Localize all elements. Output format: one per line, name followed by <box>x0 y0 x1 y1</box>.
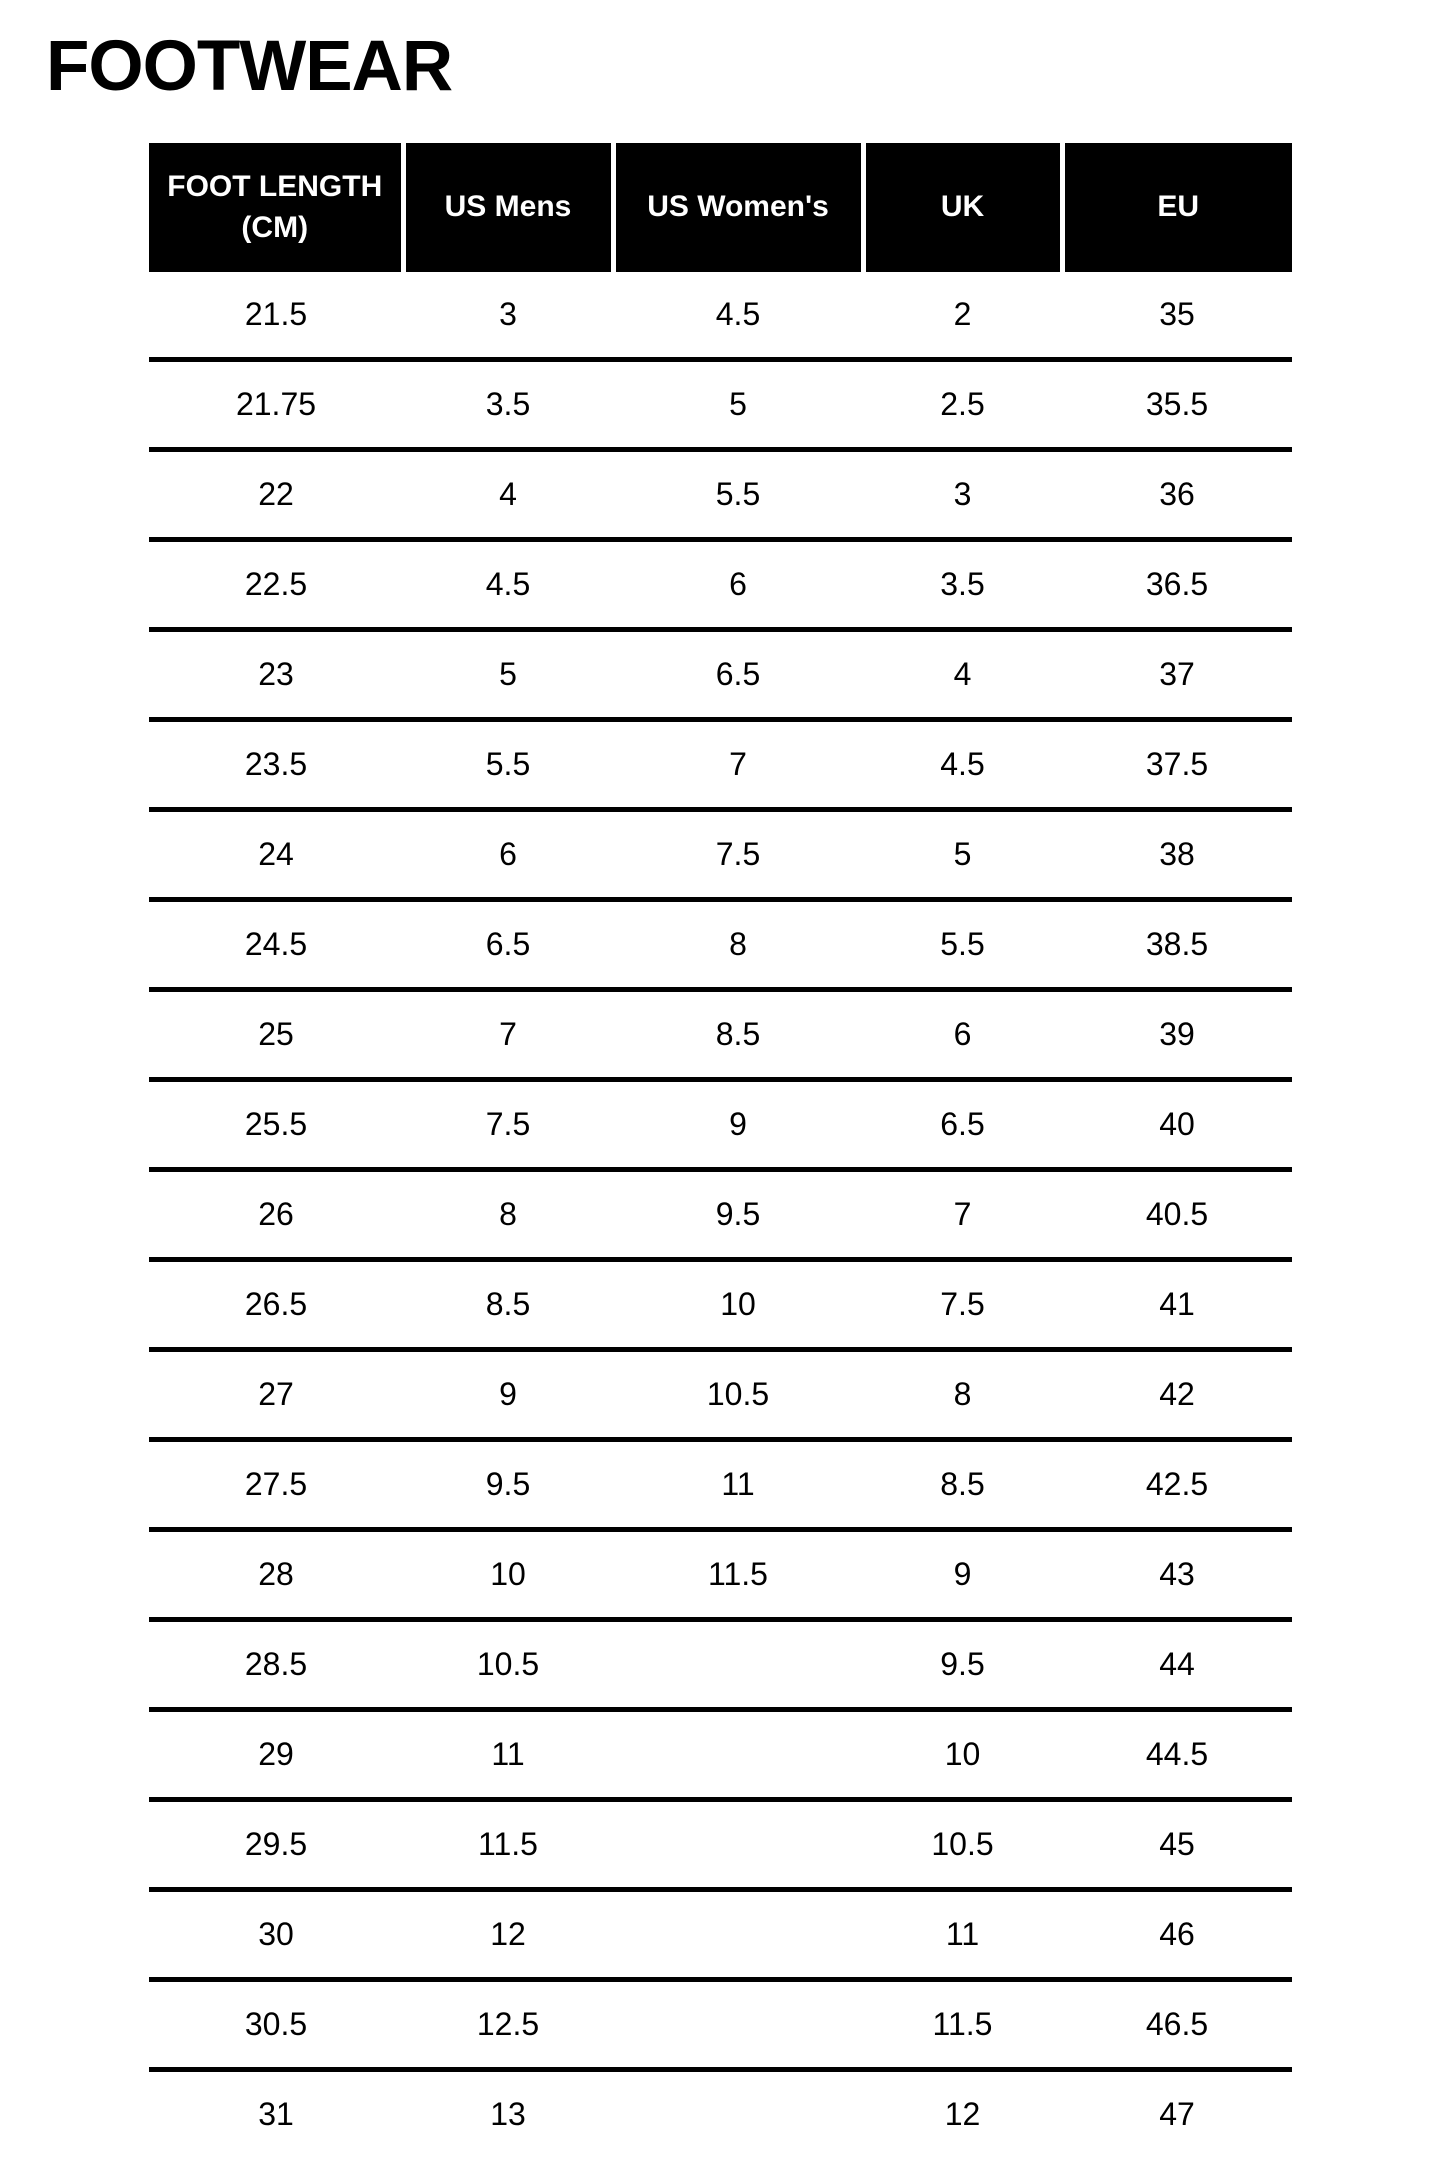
table-cell: 12 <box>403 1890 613 1980</box>
table-cell: 29.5 <box>149 1800 403 1890</box>
table-row <box>149 1440 1292 1530</box>
size-chart-table <box>149 143 1292 2157</box>
table-row <box>149 1620 1292 1710</box>
table-cell: 36.5 <box>1062 540 1292 630</box>
table-cell: 5.5 <box>403 720 613 810</box>
table-cell: 8.5 <box>613 990 863 1080</box>
table-cell: 6 <box>863 990 1062 1080</box>
table-cell: 23.5 <box>149 720 403 810</box>
table-cell: 6.5 <box>863 1080 1062 1170</box>
table-cell: 28.5 <box>149 1620 403 1710</box>
table-cell: 27 <box>149 1350 403 1440</box>
table-row <box>149 540 1292 630</box>
table-row <box>149 900 1292 990</box>
table-cell: 11.5 <box>863 1980 1062 2070</box>
table-cell: 36 <box>1062 450 1292 540</box>
table-cell: 10 <box>613 1260 863 1350</box>
table-cell: 5 <box>613 360 863 450</box>
page-title: FOOTWEAR <box>46 27 453 106</box>
table-cell: 12 <box>863 2070 1062 2158</box>
table-row <box>149 1980 1292 2070</box>
table-cell: 4 <box>403 450 613 540</box>
table-cell: 9 <box>403 1350 613 1440</box>
table-cell: 43 <box>1062 1530 1292 1620</box>
table-cell: 10 <box>403 1530 613 1620</box>
table-cell: 39 <box>1062 990 1292 1080</box>
table-cell: 22 <box>149 450 403 540</box>
table-row <box>149 1530 1292 1620</box>
table-cell: 13 <box>403 2070 613 2158</box>
table-cell: 9 <box>613 1080 863 1170</box>
table-cell: 26.5 <box>149 1260 403 1350</box>
table-cell: 11 <box>613 1440 863 1530</box>
table-cell: 9 <box>863 1530 1062 1620</box>
table-cell: 46.5 <box>1062 1980 1292 2070</box>
table-cell: 2 <box>953 296 972 332</box>
table-cell: 42 <box>1062 1350 1292 1440</box>
column-header: FOOT LENGTH (CM) <box>149 143 403 272</box>
table-cell: 5 <box>863 810 1062 900</box>
table-cell: 8 <box>403 1170 613 1260</box>
table-row <box>149 1080 1292 1170</box>
table-row <box>149 1890 1292 1980</box>
table-cell: 38.5 <box>1062 900 1292 990</box>
table-cell: 11.5 <box>403 1800 613 1890</box>
column-header: US Women's <box>613 143 863 272</box>
table-cell: 40 <box>1062 1080 1292 1170</box>
table-cell <box>613 1620 863 1710</box>
table-cell: 9.5 <box>863 1620 1062 1710</box>
table-cell: 35.5 <box>1062 360 1292 450</box>
table-cell: 4.5 <box>715 296 761 332</box>
table-cell: 40.5 <box>1062 1170 1292 1260</box>
column-header: UK <box>863 143 1062 272</box>
table-cell: 25.5 <box>149 1080 403 1170</box>
table-row <box>149 990 1292 1080</box>
table-cell: 46 <box>1062 1890 1292 1980</box>
table-cell: 6.5 <box>613 630 863 720</box>
table-cell: 5.5 <box>863 900 1062 990</box>
table-cell: 10.5 <box>613 1350 863 1440</box>
table-cell: 10.5 <box>863 1800 1062 1890</box>
table-row <box>149 450 1292 540</box>
table-cell: 25 <box>149 990 403 1080</box>
table-cell: 12.5 <box>403 1980 613 2070</box>
table-row <box>149 1260 1292 1350</box>
table-cell: 47 <box>1062 2070 1292 2158</box>
table-cell: 7 <box>613 720 863 810</box>
table-cell: 6.5 <box>403 900 613 990</box>
table-cell: 30.5 <box>149 1980 403 2070</box>
table-row <box>149 630 1292 720</box>
table-cell: 6 <box>613 540 863 630</box>
table-cell: 21.75 <box>149 360 403 450</box>
table-cell: 7 <box>863 1170 1062 1260</box>
table-row <box>149 1710 1292 1800</box>
table-cell <box>613 2070 863 2158</box>
column-header: EU <box>1062 143 1292 272</box>
table-cell: 11 <box>403 1710 613 1800</box>
table-cell: 41 <box>1062 1260 1292 1350</box>
table-cell <box>613 1980 863 2070</box>
table-header-row <box>149 143 1292 272</box>
table-cell: 5.5 <box>613 450 863 540</box>
table-cell: 28 <box>149 1530 403 1620</box>
table-cell: 38 <box>1062 810 1292 900</box>
table-cell: 42.5 <box>1062 1440 1292 1530</box>
table-cell: 6 <box>403 810 613 900</box>
table-cell: 8.5 <box>863 1440 1062 1530</box>
table-cell: 35 <box>1159 296 1195 332</box>
table-cell: 44.5 <box>1062 1710 1292 1800</box>
table-row <box>149 1800 1292 1890</box>
table-cell: 24.5 <box>149 900 403 990</box>
table-cell <box>613 1710 863 1800</box>
table-cell: 7.5 <box>403 1080 613 1170</box>
table-row <box>149 720 1292 810</box>
table-cell: 8 <box>613 900 863 990</box>
table-row <box>149 272 1292 360</box>
table-cell: 45 <box>1062 1800 1292 1890</box>
table-row <box>149 810 1292 900</box>
table-cell: 9.5 <box>613 1170 863 1260</box>
table-cell: 22.5 <box>149 540 403 630</box>
table-row <box>149 360 1292 450</box>
table-cell: 7 <box>403 990 613 1080</box>
table-body <box>149 272 1292 2157</box>
table-cell: 9.5 <box>403 1440 613 1530</box>
table-cell: 11 <box>863 1890 1062 1980</box>
table-cell: 30 <box>149 1890 403 1980</box>
table-cell: 3 <box>863 450 1062 540</box>
table-cell: 37 <box>1062 630 1292 720</box>
table-row <box>149 1350 1292 1440</box>
table-row <box>149 2070 1292 2158</box>
table-cell: 4 <box>863 630 1062 720</box>
table-cell: 3.5 <box>863 540 1062 630</box>
table-cell: 3.5 <box>403 360 613 450</box>
table-cell: 27.5 <box>149 1440 403 1530</box>
table-cell: 4.5 <box>403 540 613 630</box>
table-cell: 23 <box>149 630 403 720</box>
table-cell: 29 <box>149 1710 403 1800</box>
table-cell: 44 <box>1062 1620 1292 1710</box>
table-cell: 4.5 <box>863 720 1062 810</box>
table-cell: 11.5 <box>613 1530 863 1620</box>
column-header: US Mens <box>403 143 613 272</box>
table-header <box>149 143 1292 272</box>
table-cell: 7.5 <box>863 1260 1062 1350</box>
table-cell: 24 <box>149 810 403 900</box>
table-cell: 26 <box>149 1170 403 1260</box>
table-cell: 21.5 <box>244 296 308 332</box>
table-cell: 37.5 <box>1062 720 1292 810</box>
table-cell: 31 <box>149 2070 403 2158</box>
table-cell: 2.5 <box>863 360 1062 450</box>
table-cell: 10.5 <box>403 1620 613 1710</box>
table-row <box>149 1170 1292 1260</box>
table-cell: 3 <box>499 296 517 332</box>
table-cell: 10 <box>863 1710 1062 1800</box>
table-cell: 5 <box>403 630 613 720</box>
table-cell: 7.5 <box>613 810 863 900</box>
table-cell <box>613 1800 863 1890</box>
table-cell: 8 <box>863 1350 1062 1440</box>
table-cell: 8.5 <box>403 1260 613 1350</box>
table-cell <box>613 1890 863 1980</box>
